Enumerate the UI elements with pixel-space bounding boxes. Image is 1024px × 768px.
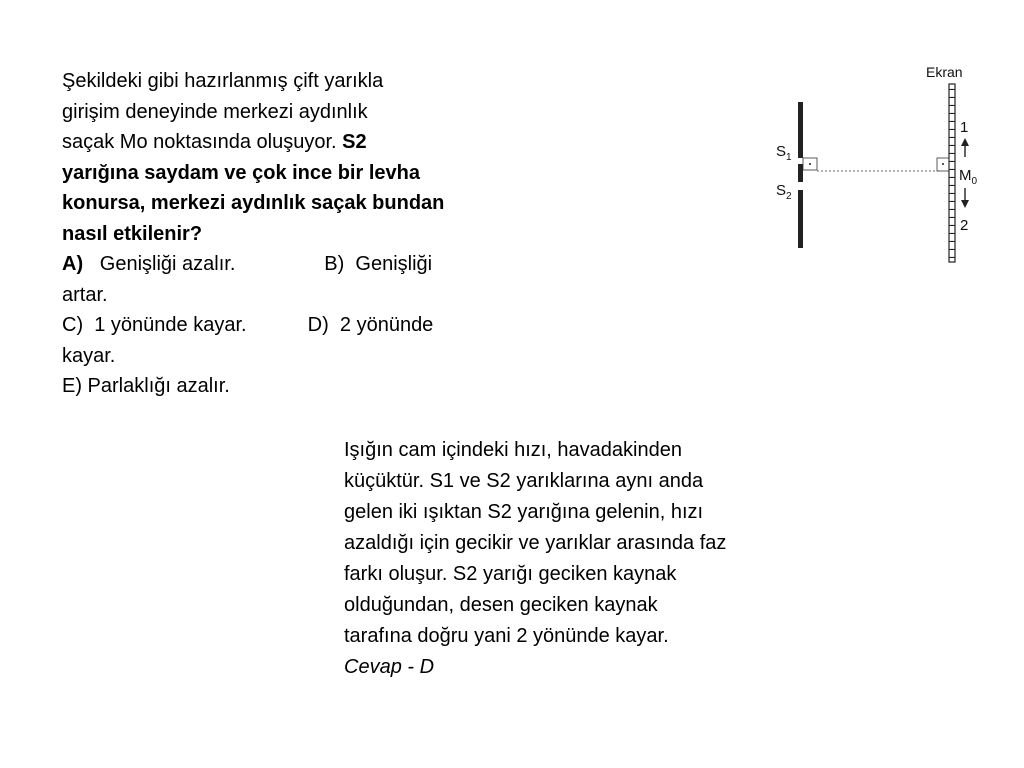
answer-line: Işığın cam içindeki hızı, havadakinden — [344, 439, 682, 461]
answer-line: tarafına doğru yani 2 yönünde kayar. — [344, 625, 669, 647]
answer-line: gelen iki ışıktan S2 yarığına gelenin, hızı — [344, 501, 704, 523]
barrier-bottom — [798, 190, 803, 248]
question-line: nasıl etkilenir? — [62, 222, 203, 245]
option-d-wrap: kayar. — [62, 344, 116, 367]
answer-line: küçüktür. S1 ve S2 yarıklarına aynı anda — [344, 470, 704, 492]
m0-label: $M_0$ — [959, 167, 978, 187]
option-ab-text: Genişliği azalır. B) Genişliği — [83, 253, 433, 275]
question-line: konursa, merkezi aydınlık saçak bundan — [62, 192, 445, 214]
question-line: girişim deneyinde merkezi aydınlık — [62, 100, 368, 123]
option-b-wrap: artar. — [62, 283, 108, 306]
question-text: saçak Mo noktasında oluşuyor. — [62, 131, 343, 153]
option-a-label: A) — [62, 253, 84, 275]
direction-1-label: 1 — [960, 119, 969, 136]
screen-label: Ekran — [926, 64, 963, 80]
barrier-middle — [798, 164, 803, 182]
option-line-ab — [62, 249, 582, 280]
option-line-cd: C) 1 yönünde kayar. D) 2 yönünde — [62, 314, 434, 336]
answer-line: olduğundan, desen geciken kaynak — [344, 594, 658, 616]
direction-2-label: 2 — [960, 217, 969, 234]
answer-line: farkı oluşur. S2 yarığı geciken kaynak — [344, 563, 677, 585]
arrow-up-icon — [961, 138, 969, 146]
screen — [949, 84, 955, 262]
answer-line: azaldığı için gecikir ve yarıklar arasında faz — [344, 532, 727, 554]
question-emphasis: S2 — [342, 131, 367, 153]
s1-label: $S_1$ — [776, 143, 792, 163]
question-line — [62, 127, 582, 158]
answer-block — [344, 435, 844, 683]
option-e: E) Parlaklığı azalır. — [62, 375, 230, 397]
arrow-down-icon — [961, 200, 969, 208]
question-line: yarığına saydam ve çok ince bir levha — [62, 161, 420, 184]
s2-label: $S_2$ — [776, 182, 792, 202]
double-slit-diagram — [740, 58, 990, 278]
question-block — [62, 66, 582, 402]
barrier-top — [798, 102, 803, 158]
answer-result: Cevap - D — [344, 656, 435, 678]
double-slit-figure — [740, 58, 990, 278]
question-line: Şekildeki gibi hazırlanmış çift yarıkla — [62, 70, 384, 92]
